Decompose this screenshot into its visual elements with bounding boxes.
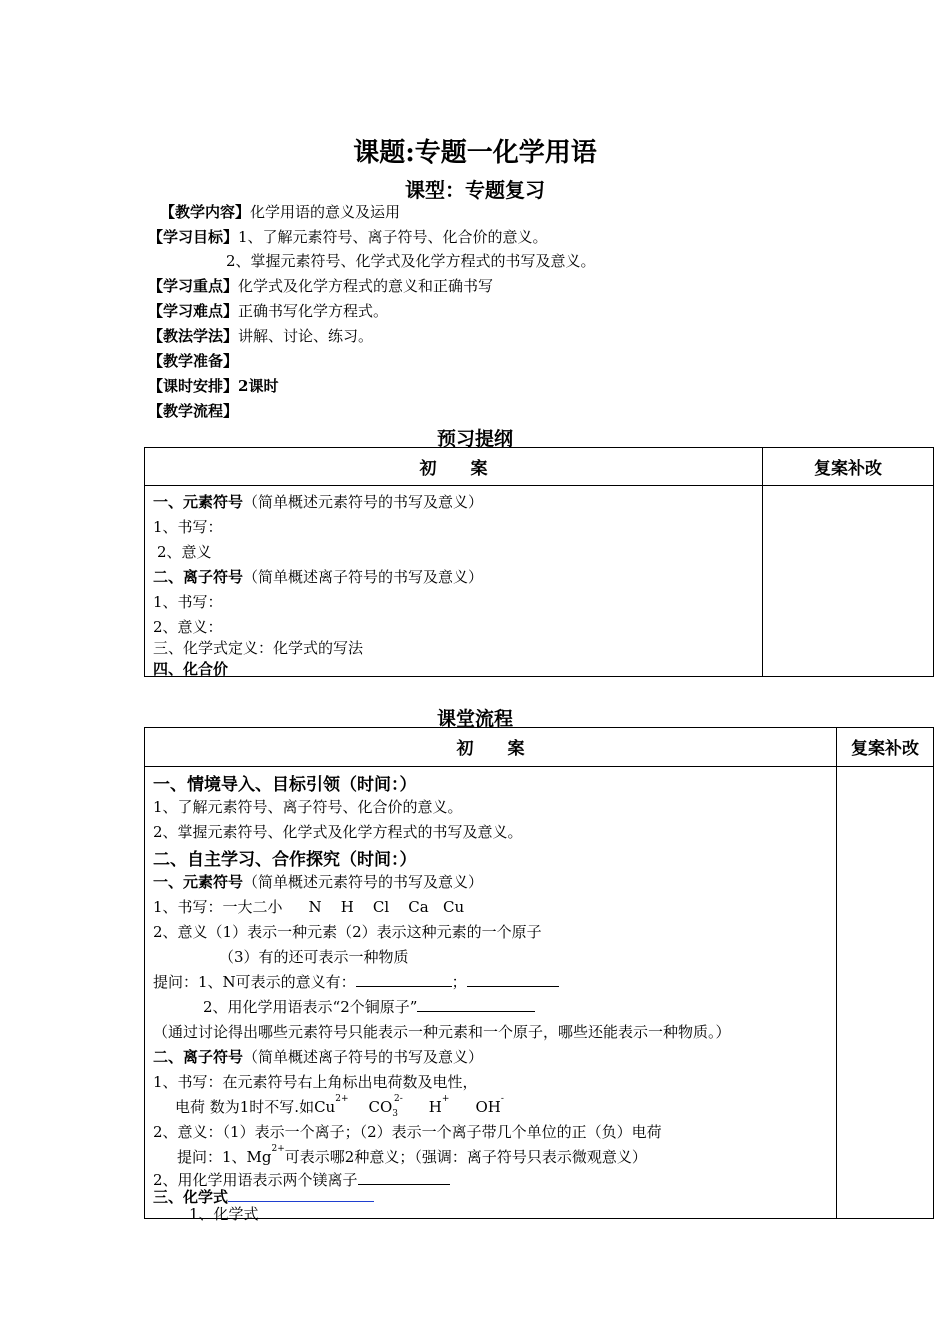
classroom-table	[144, 727, 934, 1223]
meta-value: 化学式及化学方程式的意义和正确书写	[238, 277, 494, 295]
ion-examples: 电荷 数为1时不写.如$Cu^{2+}$ $CO_3^{2-}$ H+ OH-	[175, 1094, 504, 1119]
meta-value: 2、掌握元素符号、化学式及化学方程式的书写及意义。	[226, 252, 596, 270]
classroom-header-draft: 初 案	[145, 728, 837, 767]
classroom-line: 1、化学式	[189, 1205, 259, 1223]
classroom-question: 提问：1、N可表示的意义有： ；	[153, 971, 559, 992]
preview-section-title: 预习提纲	[436, 428, 513, 450]
classroom-step-title: 一、情境导入、目标引领（时间：）	[153, 775, 417, 795]
meta-label: 【学习难点】	[148, 302, 239, 320]
classroom-header-revision: 复案补改	[837, 728, 934, 767]
meta-goal2	[226, 251, 596, 271]
classroom-question: 2、用化学用语表示两个镁离子	[153, 1169, 450, 1190]
preview-line: 三、化学式定义：化学式的写法	[153, 639, 364, 657]
meta-label: 【教学内容】	[160, 203, 251, 221]
classroom-line: 2、掌握元素符号、化学式及化学方程式的书写及意义。	[153, 823, 523, 841]
answer-blank[interactable]	[228, 1187, 374, 1202]
classroom-line: 2、意义（1）表示一种元素（2）表示这种元素的一个原子	[153, 923, 542, 941]
classroom-line: 三、化学式	[153, 1186, 374, 1207]
classroom-line: （通过讨论得出哪些元素符号只能表示一种元素和一个原子，哪些还能表示一种物质。）	[153, 1023, 731, 1041]
classroom-line: 1、了解元素符号、离子符号、化合价的意义。	[153, 798, 463, 816]
answer-blank[interactable]	[356, 972, 452, 987]
element-symbols: N H Cl Ca Cu	[308, 898, 465, 916]
meta-value: 正确书写化学方程式。	[238, 302, 389, 320]
meta-goals	[148, 227, 548, 247]
preview-line: 2、意义	[157, 543, 212, 561]
preview-revision-cell	[763, 486, 934, 677]
classroom-step-title: 二、自主学习、合作探究（时间：）	[153, 850, 417, 870]
preview-line: 四、化合价	[153, 660, 229, 678]
classroom-revision-cell	[837, 767, 934, 1219]
classroom-draft-cell	[145, 767, 837, 1223]
meta-label: 【课时安排】	[148, 377, 239, 395]
meta-value: 1、了解元素符号、离子符号、化合价的意义。	[238, 228, 548, 246]
classroom-line: 1、书写：一大二小 N H Cl Ca Cu	[153, 898, 465, 916]
meta-schedule	[148, 376, 278, 396]
meta-method	[148, 326, 373, 346]
meta-focus	[148, 276, 493, 296]
meta-value: 讲解、讨论、练习。	[238, 327, 374, 345]
meta-label: 【教法学法】	[148, 327, 239, 345]
preview-line: 1、书写：	[153, 593, 223, 611]
classroom-line: 2、意义：（1）表示一个离子；（2）表示一个离子带几个单位的正（负）电荷	[153, 1123, 662, 1141]
classroom-line: 二、离子符号（简单概述离子符号的书写及意义）	[153, 1048, 484, 1066]
preview-line: 2、意义：	[153, 618, 223, 636]
preview-line: 二、离子符号（简单概述离子符号的书写及意义）	[153, 568, 484, 586]
meta-label: 【学习重点】	[148, 277, 239, 295]
answer-blank[interactable]	[417, 997, 535, 1012]
page-subtitle: 课型：专题复习	[405, 178, 545, 202]
meta-prep	[148, 351, 238, 371]
meta-label: 【学习目标】	[148, 228, 239, 246]
classroom-line: （3）有的还可表示一种物质	[219, 948, 409, 966]
meta-flow	[148, 401, 238, 421]
preview-line: 一、元素符号（简单概述元素符号的书写及意义）	[153, 493, 484, 511]
classroom-line: 一、元素符号（简单概述元素符号的书写及意义）	[153, 873, 484, 891]
page-title: 课题:专题一化学用语	[353, 138, 597, 168]
answer-blank[interactable]	[467, 972, 559, 987]
meta-label: 【教学准备】	[148, 352, 239, 370]
meta-label: 【教学流程】	[148, 402, 239, 420]
classroom-question: 提问：1、$Mg^{2+}$可表示哪2种意义；（强调：离子符号只表示微观意义）	[177, 1144, 647, 1166]
classroom-section-title: 课堂流程	[436, 708, 513, 730]
classroom-question: 2、用化学用语表示“2个铜原子”	[203, 996, 535, 1017]
classroom-line: 1、书写：在元素符号右上角标出电荷数及电性，	[153, 1073, 478, 1091]
preview-header-revision: 复案补改	[763, 448, 934, 486]
preview-draft-cell	[145, 486, 763, 677]
preview-table	[144, 447, 934, 677]
preview-line: 1、书写：	[153, 518, 223, 536]
meta-value: 2课时	[238, 377, 279, 395]
meta-difficulty	[148, 301, 388, 321]
meta-value: 化学用语的意义及运用	[250, 203, 401, 221]
preview-header-draft: 初 案	[145, 448, 763, 486]
meta-content	[160, 202, 400, 222]
answer-blank[interactable]	[358, 1170, 450, 1185]
